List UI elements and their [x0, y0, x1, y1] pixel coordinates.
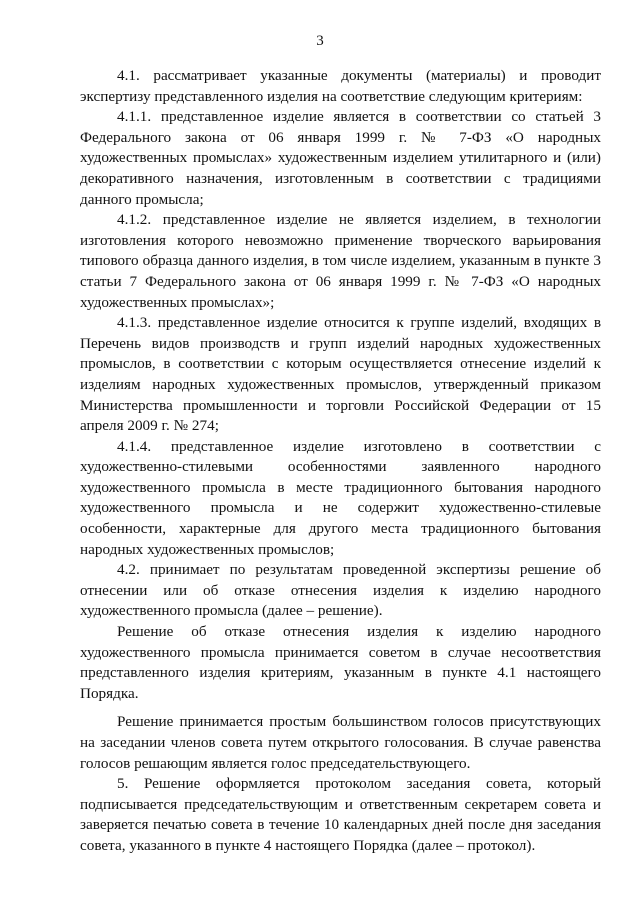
paragraph-5-protocol: 5. Решение оформляется протоколом заседания совета, который подписывается председательствующим и ответственным секретарем совета и заверяется печатью совета в течение 10 календарных дней после дня заседания совета, указанного в пункте 4 настоящего Порядка (далее – протокол). — [80, 775, 601, 854]
paragraph-refusal-decision: Решение об отказе отнесения изделия к изделию народного художественного промысла принимается советом в случае несоответствия представленного изделия критериям, указанным в пункте 4.1 настоящего Порядка. — [80, 623, 601, 702]
paragraph-4-1-1: 4.1.1. представленное изделие является в соответствии со статьей 3 Федерального закона от 06 января 1999 г. № 7-ФЗ «О народных художественных промыслах» художественным изделием утилитарного и (или) декоративного назначения, изготовленным в соответствии с традициями данного промысла; — [80, 108, 601, 208]
paragraph-spacer — [80, 704, 601, 712]
paragraph-4-1-3: 4.1.3. представленное изделие относится к группе изделий, входящих в Перечень видов производств и групп изделий народных художественных промыслов, в соответствии с которым осуществляется отнесение изделий к изделиям народных художественных промыслов, утвержденный приказом Министерства промышленности и торговли Российской Федерации от 15 апреля 2009 г. № 274; — [80, 314, 601, 435]
paragraph-4-1-4: 4.1.4. представленное изделие изготовлено в соответствии с художественно-стилевыми особенностями заявленного народного художественного промысла в месте традиционного бытования народного художественного промысла и не содержит художественно-стилевые особенности, характерные для другого места традиционного бытования народных художественных промыслов; — [80, 437, 601, 558]
paragraph-4-2: 4.2. принимает по результатам проведенной экспертизы решение об отнесении или об отказе отнесения изделия к изделию народного художественного промысла (далее – решение). — [80, 561, 601, 620]
paragraph-4-1-2: 4.1.2. представленное изделие не является изделием, в технологии изготовления которого невозможно применение творческого варьирования типового образца данного изделия, в том числе изделием, указанным в пункте 3 статьи 7 Федерального закона от 06 января 1999 г. № 7-ФЗ «О народных художественных промыслах»; — [80, 211, 601, 311]
document-body — [80, 66, 601, 857]
page-number: 3 — [316, 33, 324, 49]
paragraph-voting: Решение принимается простым большинством голосов присутствующих на заседании членов совета путем открытого голосования. В случае равенства голосов решающим является голос председательствующего. — [80, 713, 601, 772]
paragraph-4-1: 4.1. рассматривает указанные документы (материалы) и проводит экспертизу представленного изделия на соответствие следующим критериям: — [80, 67, 601, 105]
